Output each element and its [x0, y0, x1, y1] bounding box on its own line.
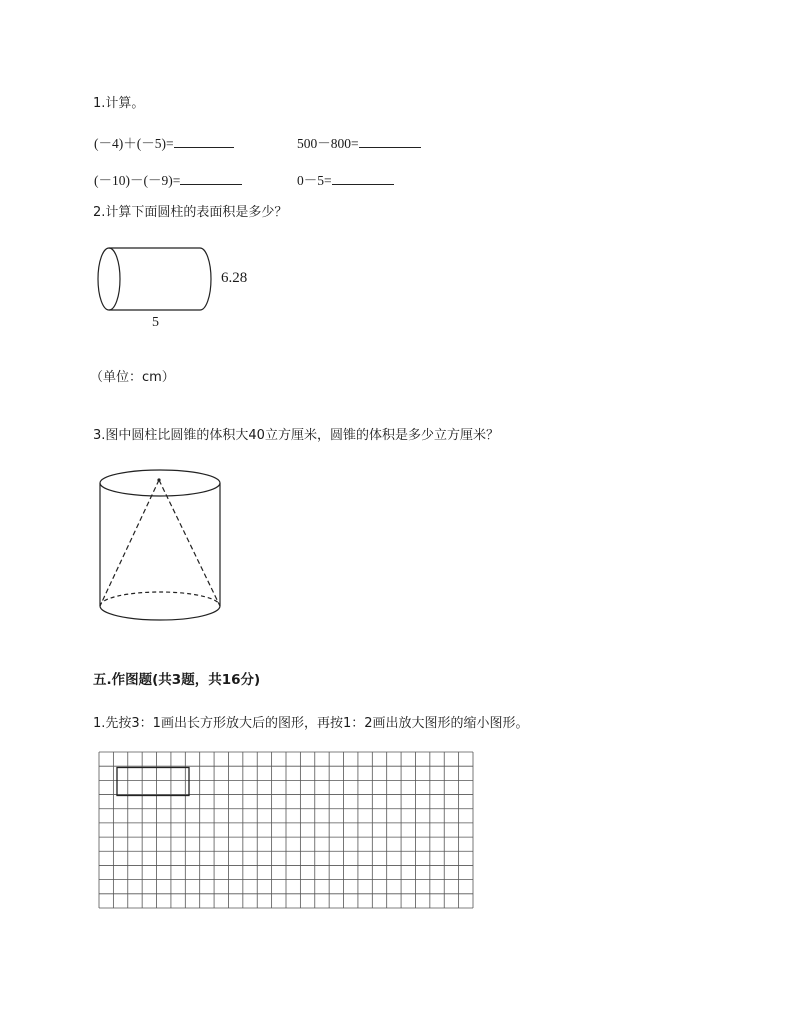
q1-answer-blank-c[interactable] [180, 171, 242, 185]
q2-cylinder-right-end [200, 248, 211, 310]
q1-expr-b: 500－800= [297, 136, 359, 151]
q3-cone-apex-point [157, 478, 160, 481]
q1-expr-b-row [297, 134, 421, 152]
q1-expr-c-row [94, 171, 242, 189]
q5-1-title: 1.先按3：1画出长方形放大后的图形，再按1：2画出放大图形的缩小图形。 [93, 716, 529, 731]
q1-expr-c: (－10)－(－9)= [94, 173, 181, 188]
q1-answer-blank-d[interactable] [332, 171, 394, 185]
q3-cylinder-bottom-back [100, 592, 220, 606]
q1-expr-a: (－4)＋(－5)= [94, 136, 174, 151]
q2-cylinder-figure [96, 246, 226, 316]
q3-cone-right-slant [159, 480, 220, 606]
q2-title: 2.计算下面圆柱的表面积是多少？ [93, 205, 288, 220]
q1-expr-d: 0－5= [297, 173, 332, 188]
q5-1-drawing-grid[interactable] [98, 751, 474, 909]
q1-answer-blank-a[interactable] [174, 134, 234, 148]
q3-cylinder-cone-figure [96, 468, 226, 628]
section5-heading: 五.作图题(共3题，共16分) [93, 672, 261, 688]
q1-answer-blank-b[interactable] [359, 134, 421, 148]
q1-expr-a-row [94, 134, 234, 152]
q1-title: 1.计算。 [93, 96, 145, 111]
q3-cylinder-bottom-front [100, 606, 220, 620]
q2-height-label: 6.28 [221, 270, 248, 286]
q2-length-label: 5 [152, 315, 159, 330]
q3-cone-left-slant [100, 480, 159, 606]
q1-expr-d-row [297, 171, 394, 189]
q3-title: 3.图中圆柱比圆锥的体积大40立方厘米，圆锥的体积是多少立方厘米？ [93, 428, 499, 443]
q2-cylinder-left-end [98, 248, 120, 310]
q2-unit-note: （单位：cm） [90, 370, 175, 385]
